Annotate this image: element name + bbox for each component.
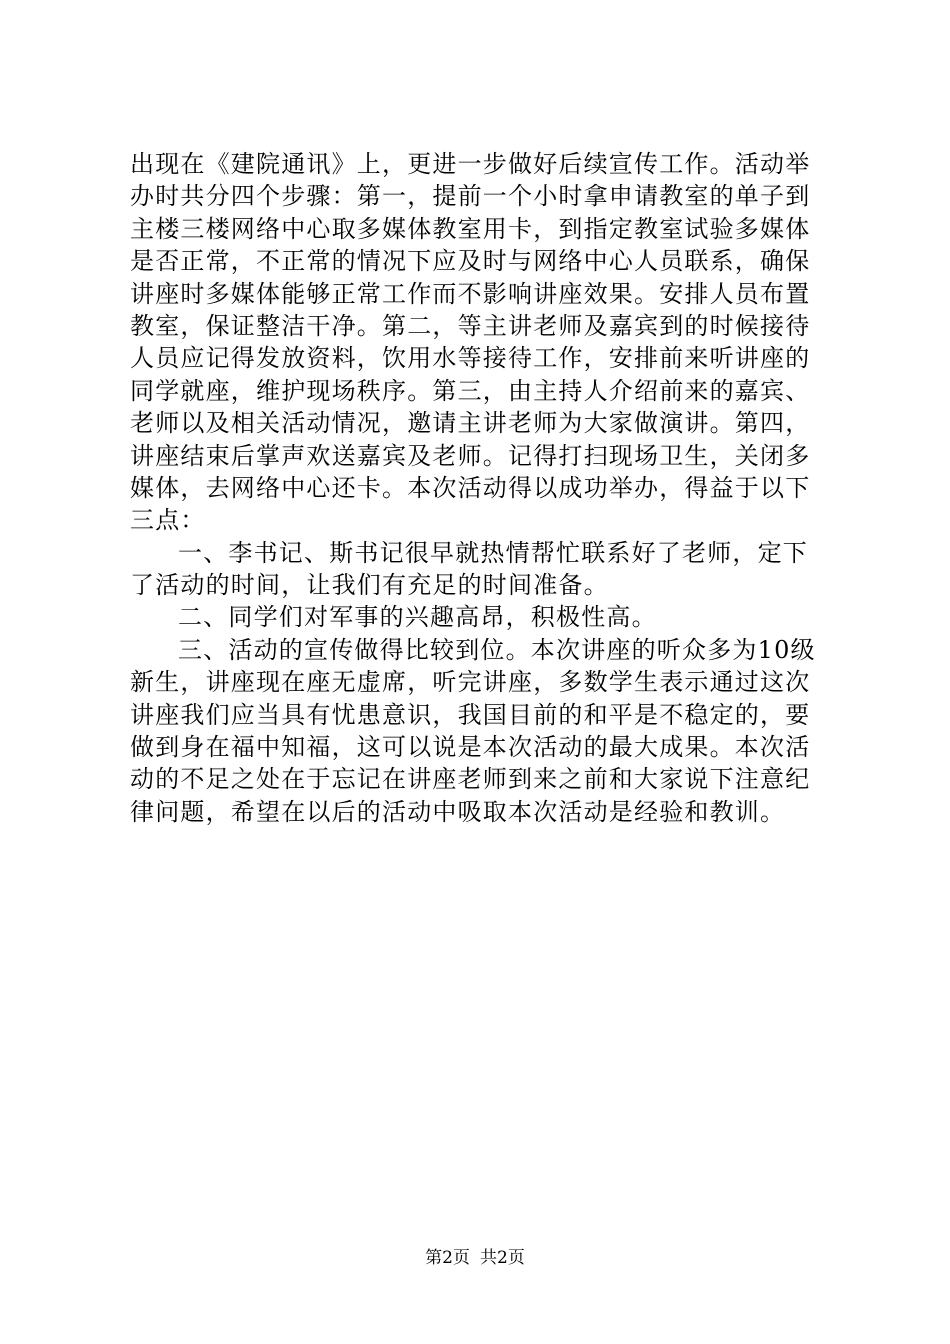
text-line: 律问题，希望在以后的活动中吸取本次活动是经验和教训。	[130, 797, 786, 826]
text-line: 三点：	[130, 506, 206, 535]
point-one-line: 一、李书记、斯书记很早就热情帮忙联系好了老师，定下	[178, 538, 808, 567]
text-line: 办时共分四个步骤：第一，提前一个小时拿申请教室的单子到	[130, 182, 811, 211]
text-line: 讲座我们应当具有忧患意识，我国目前的和平是不稳定的，要	[130, 700, 811, 729]
text-line: 做到身在福中知福，这可以说是本次活动的最大成果。本次活	[130, 733, 811, 762]
text-line: 人员应记得发放资料，饮用水等接待工作，安排前来听讲座的	[130, 344, 811, 373]
point-three-line: 三、活动的宣传做得比较到位。本次讲座的听众多为10级	[178, 635, 816, 664]
page-total: 共2页	[480, 1248, 525, 1268]
point-two-line: 二、同学们对军事的兴趣高昂，积极性高。	[178, 603, 657, 632]
text-line: 了活动的时间，让我们有充足的时间准备。	[130, 571, 609, 600]
text-line: 老师以及相关活动情况，邀请主讲老师为大家做演讲。第四，	[130, 409, 811, 438]
document-body	[130, 148, 830, 828]
text-line: 动的不足之处在于忘记在讲座老师到来之前和大家说下注意纪	[130, 765, 811, 794]
text-line: 讲座时多媒体能够正常工作而不影响讲座效果。安排人员布置	[130, 279, 811, 308]
text-line: 讲座结束后掌声欢送嘉宾及老师。记得打扫现场卫生，关闭多	[130, 441, 811, 470]
text-line: 主楼三楼网络中心取多媒体教室用卡，到指定教室试验多媒体	[130, 214, 811, 243]
page-number: 第2页	[425, 1248, 470, 1268]
text-line: 同学就座，维护现场秩序。第三，由主持人介绍前来的嘉宾、	[130, 376, 811, 405]
text-line: 出现在《建院通讯》上，更进一步做好后续宣传工作。活动举	[130, 150, 811, 178]
page-footer	[0, 1248, 950, 1268]
text-line: 媒体，去网络中心还卡。本次活动得以成功举办，得益于以下	[130, 473, 811, 502]
text-line: 教室，保证整洁干净。第二，等主讲老师及嘉宾到的时候接待	[130, 311, 811, 340]
text-line: 新生，讲座现在座无虚席，听完讲座，多数学生表示通过这次	[130, 668, 811, 697]
text-line: 是否正常，不正常的情况下应及时与网络中心人员联系，确保	[130, 247, 811, 276]
